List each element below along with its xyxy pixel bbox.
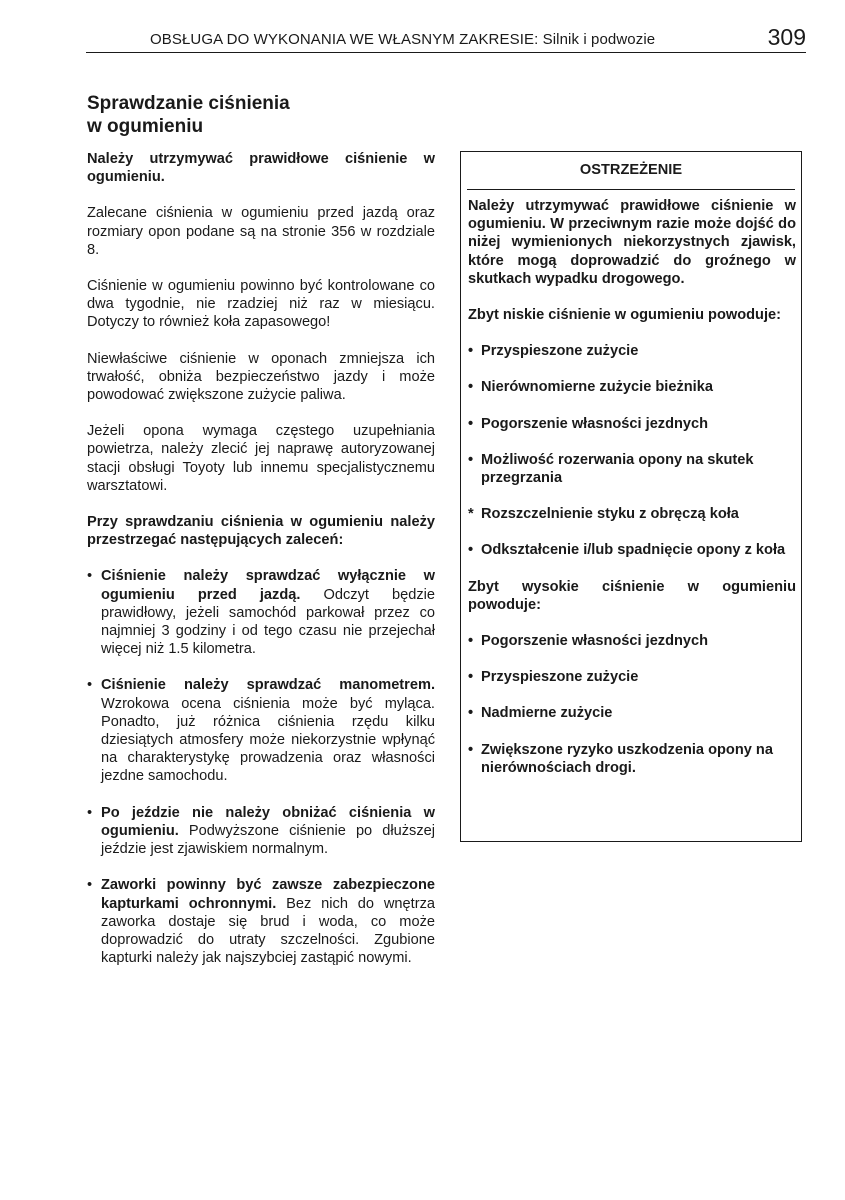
item-marker: • — [468, 415, 474, 432]
item-marker: • — [468, 379, 474, 396]
bullet-dot: • — [87, 804, 93, 821]
paragraph: Jeżeli opona wymaga częstego uzupełniania powietrza, należy zlecić jej naprawę autoryzowanej stacji obsługi Toyoty lub innemu specjalistycznemu warsztatowi. — [87, 423, 435, 494]
low-pressure-item — [468, 541, 796, 559]
item-text: Nadmierne zużycie — [481, 705, 613, 722]
rule-bold: Po jeździe nie należy obniżać ciśnienia w ogumieniu. — [101, 804, 435, 839]
section-title-line1: Sprawdzanie ciśnienia — [87, 93, 290, 114]
left-column — [87, 150, 435, 985]
rule-item — [87, 804, 435, 859]
item-marker: • — [468, 741, 474, 758]
item-text: Nierównomierne zużycie bieżnika — [481, 379, 713, 396]
rule-item — [87, 876, 435, 967]
high-pressure-item — [468, 632, 796, 650]
warning-intro: Należy utrzymywać prawidłowe ciśnienie w ogumieniu. W przeciwnym razie może dojść do niżej wymienionych niekorzystnych zjawisk, które mogą doprowadzić do groźnego w skutkach wypadku drogowego. — [468, 198, 796, 287]
item-text: Przyspieszone zużycie — [481, 343, 639, 360]
page-number: 309 — [767, 24, 806, 50]
bullet-dot: • — [87, 677, 93, 694]
item-text: Możliwość rozerwania opony na skutek przegrzania — [481, 451, 754, 487]
bullet-dot: • — [87, 877, 93, 894]
low-pressure-item — [468, 378, 796, 396]
item-text: Rozszczelnienie styku z obręczą koła — [481, 506, 739, 523]
page-header — [86, 26, 806, 53]
paragraph: Ciśnienie w ogumieniu powinno być kontrolowane co dwa tygodnie, nie rzadziej niż raz w miesiącu. Dotyczy to również koła zapasowego! — [87, 278, 435, 331]
bullet-dot: • — [87, 568, 93, 585]
item-marker: • — [468, 343, 474, 360]
intro-bold: Należy utrzymywać prawidłowe ciśnienie w ogumieniu. — [87, 151, 435, 186]
item-text: Pogorszenie własności jezdnych — [481, 415, 709, 432]
low-pressure-item — [468, 451, 796, 487]
rule-item — [87, 676, 435, 785]
item-text: Odkształcenie i/lub spadnięcie opony z koła — [481, 542, 786, 559]
rule-bold: Ciśnienie należy sprawdzać manometrem. — [101, 677, 435, 694]
paragraph: Niewłaściwe ciśnienie w oponach zmniejsza ich trwałość, obniża bezpieczeństwo jazdy i może powodować zwiększone zużycie paliwa. — [87, 350, 435, 404]
warning-title: OSTRZEŻENIE — [467, 161, 795, 190]
rule-text: Wzrokowa ocena ciśnienia może być myląca. Ponadto, już różnica ciśnienia rzędu kilku dziesiątych atmosfery może niekorzystnie wpłynąć na charakterystykę prowadzenia oraz własności jezdne samochodu. — [101, 695, 435, 785]
rule-text: Podwyższone ciśnienie po dłuższej jeździe jest zjawiskiem normalnym. — [101, 822, 435, 858]
item-marker: * — [468, 506, 474, 523]
item-text: Pogorszenie własności jezdnych — [481, 633, 709, 650]
high-pressure-item — [468, 668, 796, 686]
item-text: Zwiększone ryzyko uszkodzenia opony na nierównościach drogi. — [481, 741, 773, 776]
rule-bold: Ciśnienie należy sprawdzać wyłącznie w ogumieniu przed jazdą. — [101, 568, 435, 603]
item-marker: • — [468, 633, 474, 650]
header-title: OBSŁUGA DO WYKONANIA WE WŁASNYM ZAKRESIE: Silnik i podwozie — [150, 31, 656, 48]
rule-text: Odczyt będzie prawidłowy, jeżeli samochód parkował przez co najmniej 3 godziny i od tego czasu nie przejechał więcej niż 1.5 kilometra. — [101, 586, 436, 658]
low-pressure-item — [468, 505, 796, 523]
low-pressure-item — [468, 415, 796, 433]
item-marker: • — [468, 451, 474, 468]
rules-heading: Przy sprawdzaniu ciśnienia w ogumieniu należy przestrzegać następujących zaleceń: — [87, 514, 435, 549]
high-pressure-item — [468, 704, 796, 722]
warning-box — [460, 151, 802, 842]
high-pressure-heading: Zbyt wysokie ciśnienie w ogumieniu powoduje: — [468, 578, 796, 613]
low-pressure-heading: Zbyt niskie ciśnienie w ogumieniu powoduje: — [468, 307, 781, 324]
warning-body — [468, 197, 796, 795]
high-pressure-item — [468, 741, 796, 777]
item-marker: • — [468, 669, 474, 686]
low-pressure-item — [468, 342, 796, 360]
item-marker: • — [468, 705, 474, 722]
section-title — [87, 92, 407, 138]
section-title-line2: w ogumieniu — [87, 116, 204, 137]
rule-text: Bez nich do wnętrza zaworka dostaje się brud i woda, co może doprowadzić do utraty szczelności. Zgubione kapturki należy jak najszybciej zastąpić nowymi. — [101, 895, 435, 967]
item-marker: • — [468, 542, 474, 559]
item-text: Przyspieszone zużycie — [481, 669, 639, 686]
paragraph: Zalecane ciśnienia w ogumieniu przed jazdą oraz rozmiary opon podane są na stronie 356 w rozdziale 8. — [87, 205, 435, 258]
rule-item — [87, 567, 435, 658]
rule-bold: Zaworki powinny być zawsze zabezpieczone kapturkami ochronnymi. — [101, 877, 435, 912]
